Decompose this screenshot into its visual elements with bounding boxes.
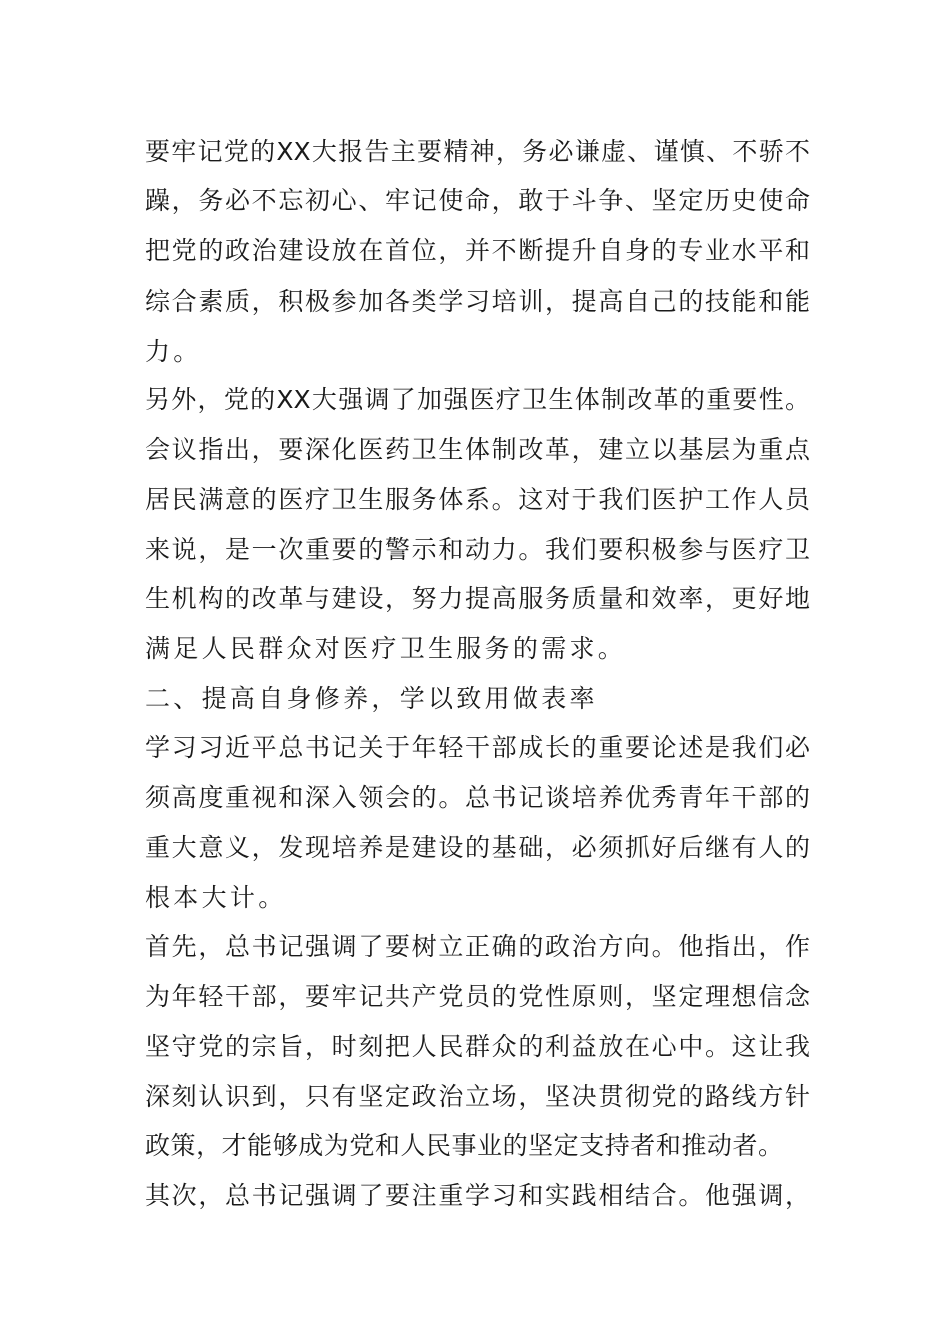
text-line: 会议指出，要深化医药卫生体制改革，建立以基层为重点 <box>145 435 810 464</box>
text-line: 为年轻干部，要牢记共产党员的党性原则，坚定理想信念 <box>145 982 810 1011</box>
text-line: 居民满意的医疗卫生服务体系。这对于我们医护工作人员 <box>145 485 810 514</box>
text-line: 须高度重视和深入领会的。总书记谈培养优秀青年干部的 <box>145 783 810 812</box>
text-line: 其次，总书记强调了要注重学习和实践相结合。他强调， <box>145 1181 810 1210</box>
text-line: 综合素质，积极参加各类学习培训，提高自己的技能和能 <box>145 287 810 316</box>
text-line: 根本大计。 <box>145 883 287 912</box>
text-line: 生机构的改革与建设，努力提高服务质量和效率，更好地 <box>145 584 810 613</box>
text-line: 把党的政治建设放在首位，并不断提升自身的专业水平和 <box>145 236 810 265</box>
text-line: 来说，是一次重要的警示和动力。我们要积极参与医疗卫 <box>145 535 810 564</box>
text-line: 力。 <box>145 337 202 366</box>
text-line: 学习习近平总书记关于年轻干部成长的重要论述是我们必 <box>145 733 810 762</box>
text-line: 要牢记党的XX大报告主要精神，务必谦虚、谨慎、不骄不 <box>145 137 810 166</box>
text-line: 首先，总书记强调了要树立正确的政治方向。他指出，作 <box>145 932 810 961</box>
text-line: 重大意义，发现培养是建设的基础，必须抓好后继有人的 <box>145 833 810 862</box>
text-line: 躁，务必不忘初心、牢记使命，敢于斗争、坚定历史使命 <box>145 186 810 215</box>
text-line: 深刻认识到，只有坚定政治立场，坚决贯彻党的路线方针 <box>145 1082 810 1111</box>
text-line: 满足人民群众对医疗卫生服务的需求。 <box>145 634 627 663</box>
section-heading: 二、提高自身修养，学以致用做表率 <box>145 684 598 713</box>
text-line: 另外，党的XX大强调了加强医疗卫生体制改革的重要性。 <box>145 385 810 414</box>
text-line: 政策，才能够成为党和人民事业的坚定支持者和推动者。 <box>145 1131 783 1160</box>
text-line: 坚守党的宗旨，时刻把人民群众的利益放在心中。这让我 <box>145 1032 810 1061</box>
